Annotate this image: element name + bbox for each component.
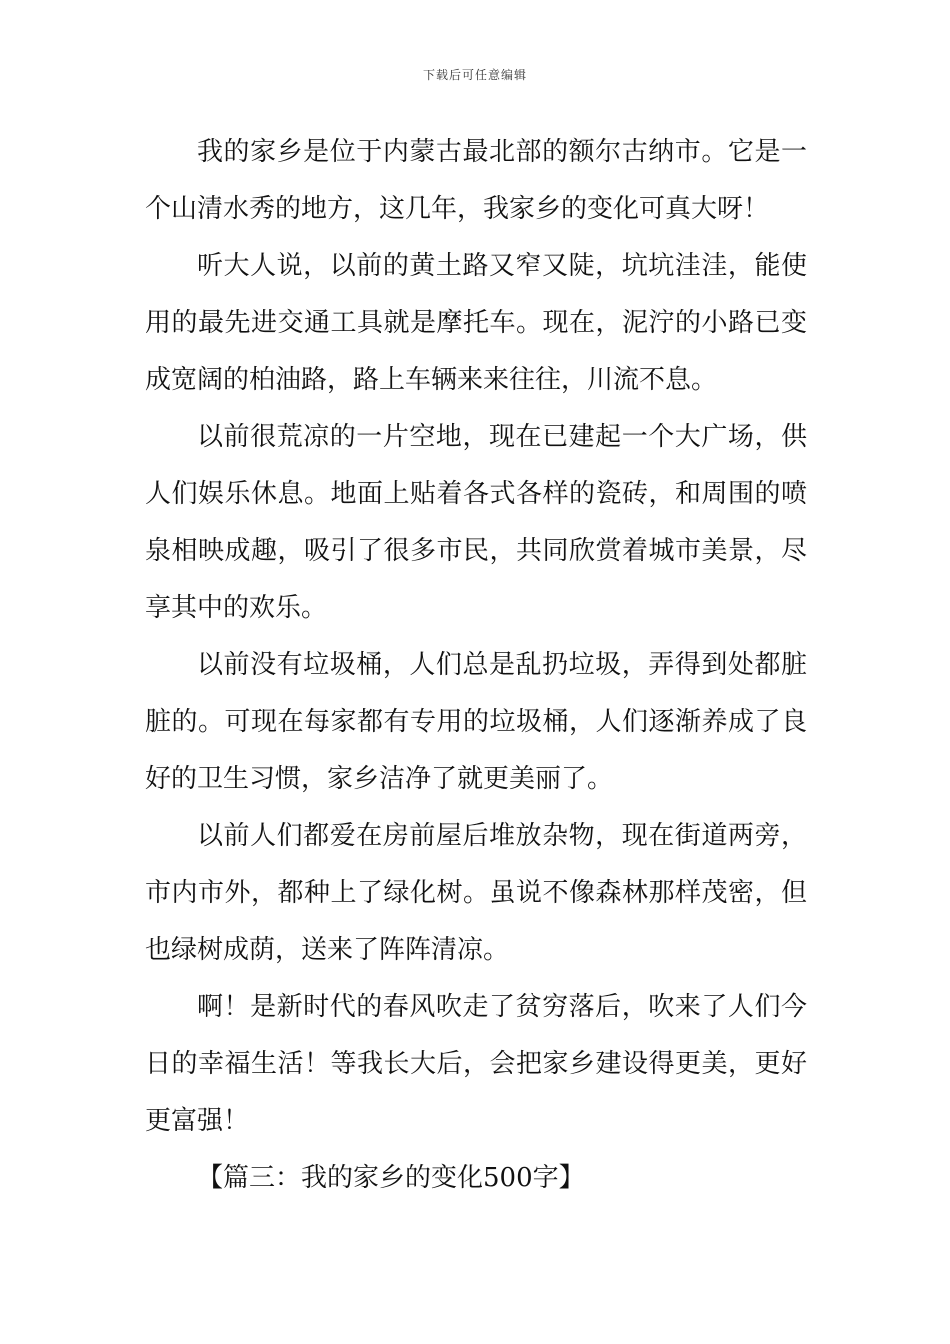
page-header-note: 下载后可任意编辑 [422,68,527,82]
paragraph-1: 我的家乡是位于内蒙古最北部的额尔古纳市。它是一个山清水秀的地方，这几年，我家乡的变化可真大呀！ [145,137,807,224]
paragraph-4: 以前没有垃圾桶，人们总是乱扔垃圾，弄得到处都脏脏的。可现在每家都有专用的垃圾桶，人们逐渐养成了良好的卫生习惯，家乡洁净了就更美丽了。 [145,650,807,794]
paragraph-2: 听大人说，以前的黄土路又窄又陡，坑坑洼洼，能使用的最先进交通工具就是摩托车。现在，泥泞的小路已变成宽阔的柏油路，路上车辆来来往往，川流不息。 [145,251,807,395]
paragraph-3: 以前很荒凉的一片空地，现在已建起一个大广场，供人们娱乐休息。地面上贴着各式各样的瓷砖，和周围的喷泉相映成趣，吸引了很多市民，共同欣赏着城市美景，尽享其中的欢乐。 [145,422,807,623]
paragraph-5: 以前人们都爱在房前屋后堆放杂物，现在街道两旁，市内市外，都种上了绿化树。虽说不像森林那样茂密，但也绿树成荫，送来了阵阵清凉。 [145,821,807,965]
document-body [145,124,807,1207]
section-title: 【篇三：我的家乡的变化500字】 [197,1163,585,1193]
paragraph-6: 啊！是新时代的春风吹走了贫穷落后，吹来了人们今日的幸福生活！等我长大后，会把家乡建设得更美，更好更富强！ [145,992,807,1136]
